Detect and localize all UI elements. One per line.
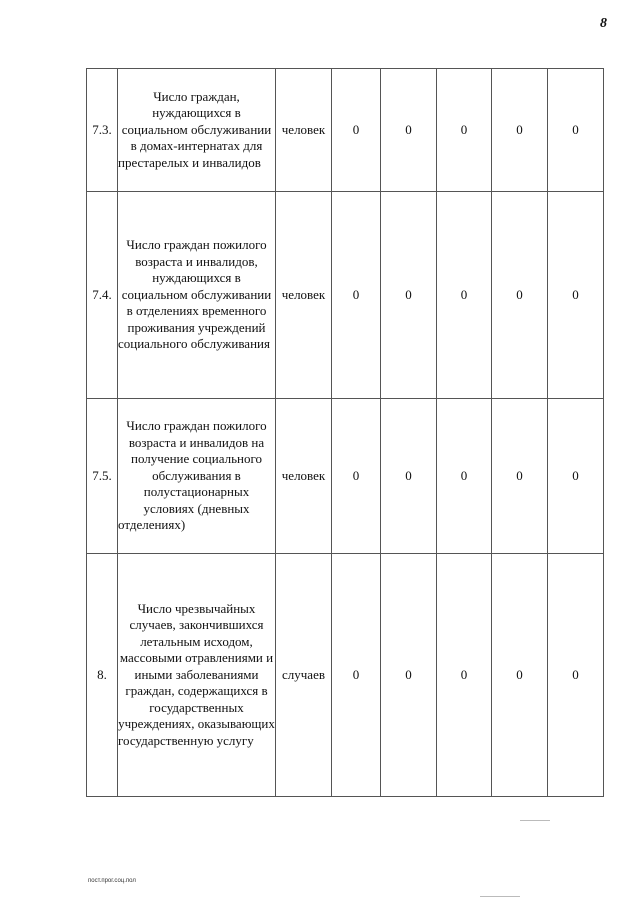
table-row [87,192,604,399]
row-description: Число граждан, нуждающихся в социальном обслуживании в домах-интернатах для престарелых и инвалидов [118,69,276,192]
scan-artifact [480,896,520,897]
row-value: 0 [548,192,604,399]
row-number: 7.5. [87,399,118,554]
page-number: 8 [600,16,607,31]
row-number: 7.3. [87,69,118,192]
table-row [87,399,604,554]
row-value: 0 [332,399,381,554]
row-value: 0 [381,192,437,399]
row-unit: человек [276,69,332,192]
row-description: Число граждан пожилого возраста и инвалидов, нуждающихся в социальном обслуживании в отделениях временного проживания учреждений социального обслуживания [118,192,276,399]
table-row [87,69,604,192]
row-value: 0 [332,554,381,797]
row-value: 0 [492,192,548,399]
row-number: 7.4. [87,192,118,399]
row-unit: человек [276,399,332,554]
row-value: 0 [492,399,548,554]
table-row [87,554,604,797]
row-value: 0 [381,69,437,192]
row-value: 0 [437,192,492,399]
row-value: 0 [381,399,437,554]
footer-filename: пост.прог.соц.пол [88,878,136,884]
row-value: 0 [437,554,492,797]
row-value: 0 [437,399,492,554]
row-number: 8. [87,554,118,797]
row-unit: случаев [276,554,332,797]
row-value: 0 [492,69,548,192]
row-value: 0 [548,554,604,797]
row-value: 0 [548,69,604,192]
scan-artifact [520,820,550,821]
row-description: Число граждан пожилого возраста и инвалидов на получение социального обслуживания в полустационарных условиях (дневных отделениях) [118,399,276,554]
indicators-table [86,68,604,797]
row-unit: человек [276,192,332,399]
row-description: Число чрезвычайных случаев, закончившихся летальным исходом, массовыми отравлениями и иными заболеваниями граждан, содержащихся в государственных учреждениях, оказывающих государственную услугу [118,554,276,797]
row-value: 0 [437,69,492,192]
row-value: 0 [332,69,381,192]
row-value: 0 [548,399,604,554]
row-value: 0 [492,554,548,797]
row-value: 0 [381,554,437,797]
row-value: 0 [332,192,381,399]
